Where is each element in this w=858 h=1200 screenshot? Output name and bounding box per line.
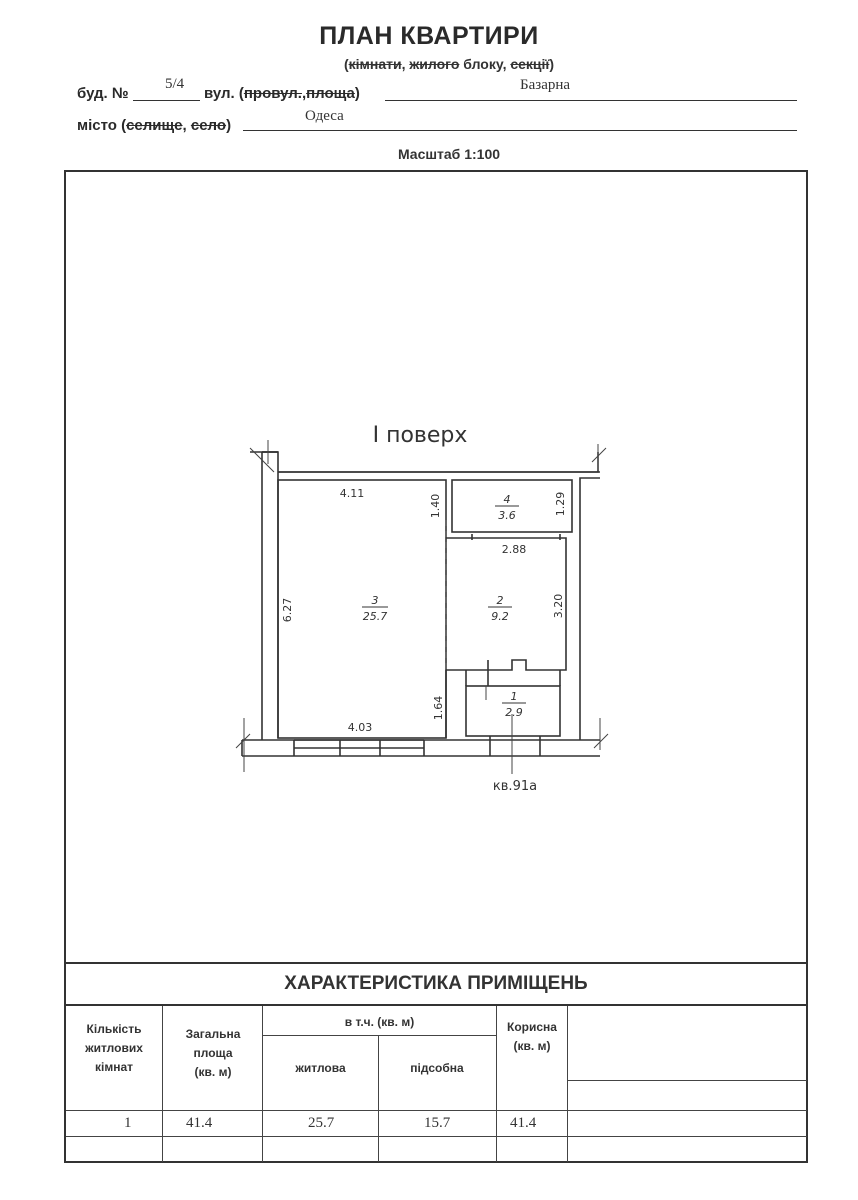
grid-h-right — [567, 1080, 807, 1081]
street-ploshcha: площа — [306, 85, 355, 102]
cell-useful-area: 41.4 — [510, 1115, 537, 1131]
dim-top-room3: 4.11 — [339, 487, 365, 500]
col-useful-line1: Корисна — [507, 1020, 557, 1034]
room-1-area: 2.9 — [505, 706, 523, 719]
col-included-header: в т.ч. (кв. м) — [344, 1015, 415, 1029]
col-useful-line2: (кв. м) — [513, 1039, 551, 1053]
room-4-area: 3.6 — [498, 509, 516, 522]
table-title: ХАРАКТЕРИСТИКА ПРИМІЩЕНЬ — [66, 962, 806, 1006]
street-provul: провул. — [243, 85, 302, 102]
apartment-label: кв.91а — [492, 779, 538, 794]
document-title: ПЛАН КВАРТИРИ — [319, 22, 539, 50]
plan-walls — [242, 452, 600, 756]
col-rooms-line3: кімнат — [94, 1060, 133, 1074]
room-2-area: 9.2 — [491, 610, 509, 623]
col-total-line2: площа — [193, 1046, 233, 1060]
city-label-text: місто ( — [77, 117, 127, 134]
room-2-number: 2 — [496, 594, 504, 607]
col-useful-area-header — [496, 1018, 568, 1056]
subtitle-paren-open: ( — [343, 56, 349, 72]
room-3-area: 25.7 — [362, 610, 388, 623]
cell-total-area: 41.4 — [186, 1115, 213, 1131]
floor-label: I поверх — [372, 423, 468, 448]
cell-living-area: 25.7 — [308, 1115, 335, 1131]
dim-room2-height: 3.20 — [552, 593, 565, 619]
col-aux-area-header: підсобна — [410, 1061, 464, 1075]
col-rooms-line1: Кількість — [86, 1022, 142, 1036]
dim-bottom-room3: 4.03 — [347, 721, 373, 734]
col-total-line1: Загальна — [185, 1027, 241, 1041]
dim-room3-depth-top: 1.40 — [429, 493, 442, 519]
city-selo: село — [190, 117, 227, 134]
apartment-leader-line — [486, 686, 512, 774]
room-3-number: 3 — [371, 594, 379, 607]
city-value: Одеса — [305, 108, 344, 124]
grid-h-data-top — [66, 1110, 807, 1111]
dim-room3-depth-bottom: 1.64 — [432, 695, 445, 721]
subtitle-paren-close: ) — [549, 56, 555, 72]
subtitle-sektsii: секції — [510, 56, 550, 72]
col-rooms-line2: житлових — [85, 1041, 143, 1055]
dim-room3-height: 6.27 — [281, 597, 294, 623]
building-number: 5/4 — [165, 76, 185, 92]
cell-aux-area: 15.7 — [424, 1115, 451, 1131]
col-total-line3: (кв. м) — [194, 1065, 232, 1079]
scale-label: Масштаб 1:100 — [397, 146, 501, 162]
dim-room2-width: 2.88 — [501, 543, 527, 556]
city-paren-close: ) — [226, 117, 232, 134]
street-comma: , — [301, 85, 307, 102]
subtitle-kimnaty: кімнати — [348, 56, 402, 72]
col-living-area-header: житлова — [295, 1061, 346, 1075]
building-label: буд. № — [77, 85, 129, 102]
grid-v5 — [567, 1006, 568, 1162]
grid-v1 — [162, 1006, 163, 1162]
grid-v4 — [496, 1006, 497, 1162]
city-sep: , — [182, 117, 191, 134]
city-selyshche: селище — [126, 117, 183, 134]
subtitle-sep: , — [401, 56, 410, 72]
street-value: Базарна — [520, 77, 571, 93]
grid-h-sub — [262, 1035, 496, 1036]
subtitle-bloku: блоку, — [459, 56, 511, 72]
subtitle-zhyloho: жилого — [409, 56, 460, 72]
room-4-number: 4 — [503, 493, 511, 506]
street-paren-close: ) — [354, 85, 360, 102]
grid-v2 — [262, 1006, 263, 1162]
street-label-text: вул. ( — [204, 85, 244, 102]
room-1-number: 1 — [510, 690, 518, 703]
cell-living-rooms: 1 — [124, 1115, 132, 1131]
grid-h-data-bottom — [66, 1136, 807, 1137]
col-total-area-header — [163, 1025, 263, 1082]
grid-v3 — [378, 1035, 379, 1162]
col-living-rooms-header — [66, 1020, 162, 1077]
dim-room4-depth: 1.29 — [554, 491, 567, 517]
